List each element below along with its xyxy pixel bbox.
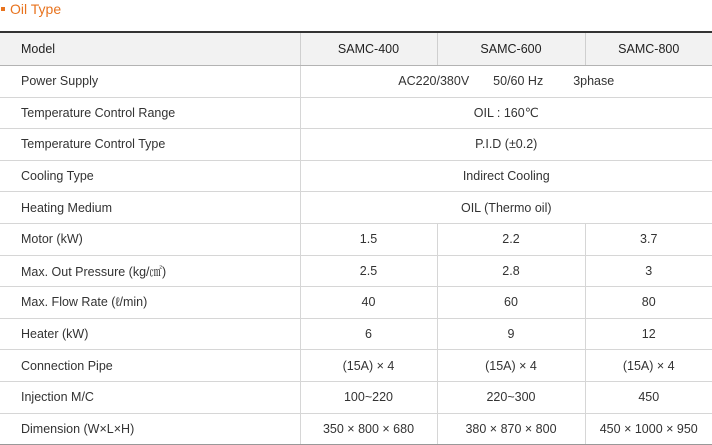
spec-table: [0, 31, 712, 445]
row-label: Motor (kW): [0, 223, 300, 255]
section-heading: [0, 0, 61, 18]
cell-samc-600: 9: [437, 318, 585, 350]
cell-samc-400: (15A) × 4: [300, 350, 437, 382]
header-samc-800: SAMC-800: [585, 32, 712, 66]
row-label: Power Supply: [0, 66, 300, 98]
row-label: Max. Flow Rate (ℓ/min): [0, 287, 300, 319]
bullet-square-icon: [1, 7, 5, 11]
section-title: Oil Type: [10, 1, 62, 17]
cell-samc-400: 100~220: [300, 381, 437, 413]
header-samc-600: SAMC-600: [437, 32, 585, 66]
table-row: [0, 350, 712, 382]
header-model: Model: [0, 32, 300, 66]
table-row: [0, 129, 712, 161]
table-row: [0, 318, 712, 350]
row-label: Connection Pipe: [0, 350, 300, 382]
row-label: Injection M/C: [0, 381, 300, 413]
shared-value: OIL : 160℃: [300, 97, 712, 129]
cell-samc-600: 220~300: [437, 381, 585, 413]
row-label: Temperature Control Type: [0, 129, 300, 161]
shared-value: Indirect Cooling: [300, 160, 712, 192]
table-row: [0, 66, 712, 98]
cell-samc-800: 3.7: [585, 223, 712, 255]
cell-samc-800: 12: [585, 318, 712, 350]
cell-samc-400: 6: [300, 318, 437, 350]
row-label: Temperature Control Range: [0, 97, 300, 129]
table-row: [0, 223, 712, 255]
cell-samc-400: 2.5: [300, 255, 437, 287]
shared-value: OIL (Thermo oil): [300, 192, 712, 224]
row-label: Max. Out Pressure (kg/㎠): [0, 255, 300, 287]
cell-samc-600: 60: [437, 287, 585, 319]
cell-samc-800: 3: [585, 255, 712, 287]
cell-samc-600: 2.8: [437, 255, 585, 287]
cell-samc-400: 350 × 800 × 680: [300, 413, 437, 445]
table-row: [0, 97, 712, 129]
cell-samc-400: 40: [300, 287, 437, 319]
cell-samc-800: 450: [585, 381, 712, 413]
row-label: Heater (kW): [0, 318, 300, 350]
cell-samc-800: 80: [585, 287, 712, 319]
cell-samc-600: (15A) × 4: [437, 350, 585, 382]
table-row: [0, 255, 712, 287]
cell-samc-400: 1.5: [300, 223, 437, 255]
power-supply-value: [300, 66, 712, 98]
cell-samc-600: 380 × 870 × 800: [437, 413, 585, 445]
table-row: [0, 413, 712, 445]
table-row: [0, 381, 712, 413]
cell-samc-800: 450 × 1000 × 950: [585, 413, 712, 445]
phase: 3phase: [573, 74, 615, 89]
frequency: 50/60 Hz: [493, 74, 544, 89]
row-label: Heating Medium: [0, 192, 300, 224]
cell-samc-800: (15A) × 4: [585, 350, 712, 382]
table-row: [0, 192, 712, 224]
header-row: [0, 32, 712, 66]
table-row: [0, 287, 712, 319]
cell-samc-600: 2.2: [437, 223, 585, 255]
shared-value: P.I.D (±0.2): [300, 129, 712, 161]
row-label: Cooling Type: [0, 160, 300, 192]
voltage: AC220/380V: [398, 74, 470, 89]
header-samc-400: SAMC-400: [300, 32, 437, 66]
table-row: [0, 160, 712, 192]
row-label: Dimension (W×L×H): [0, 413, 300, 445]
